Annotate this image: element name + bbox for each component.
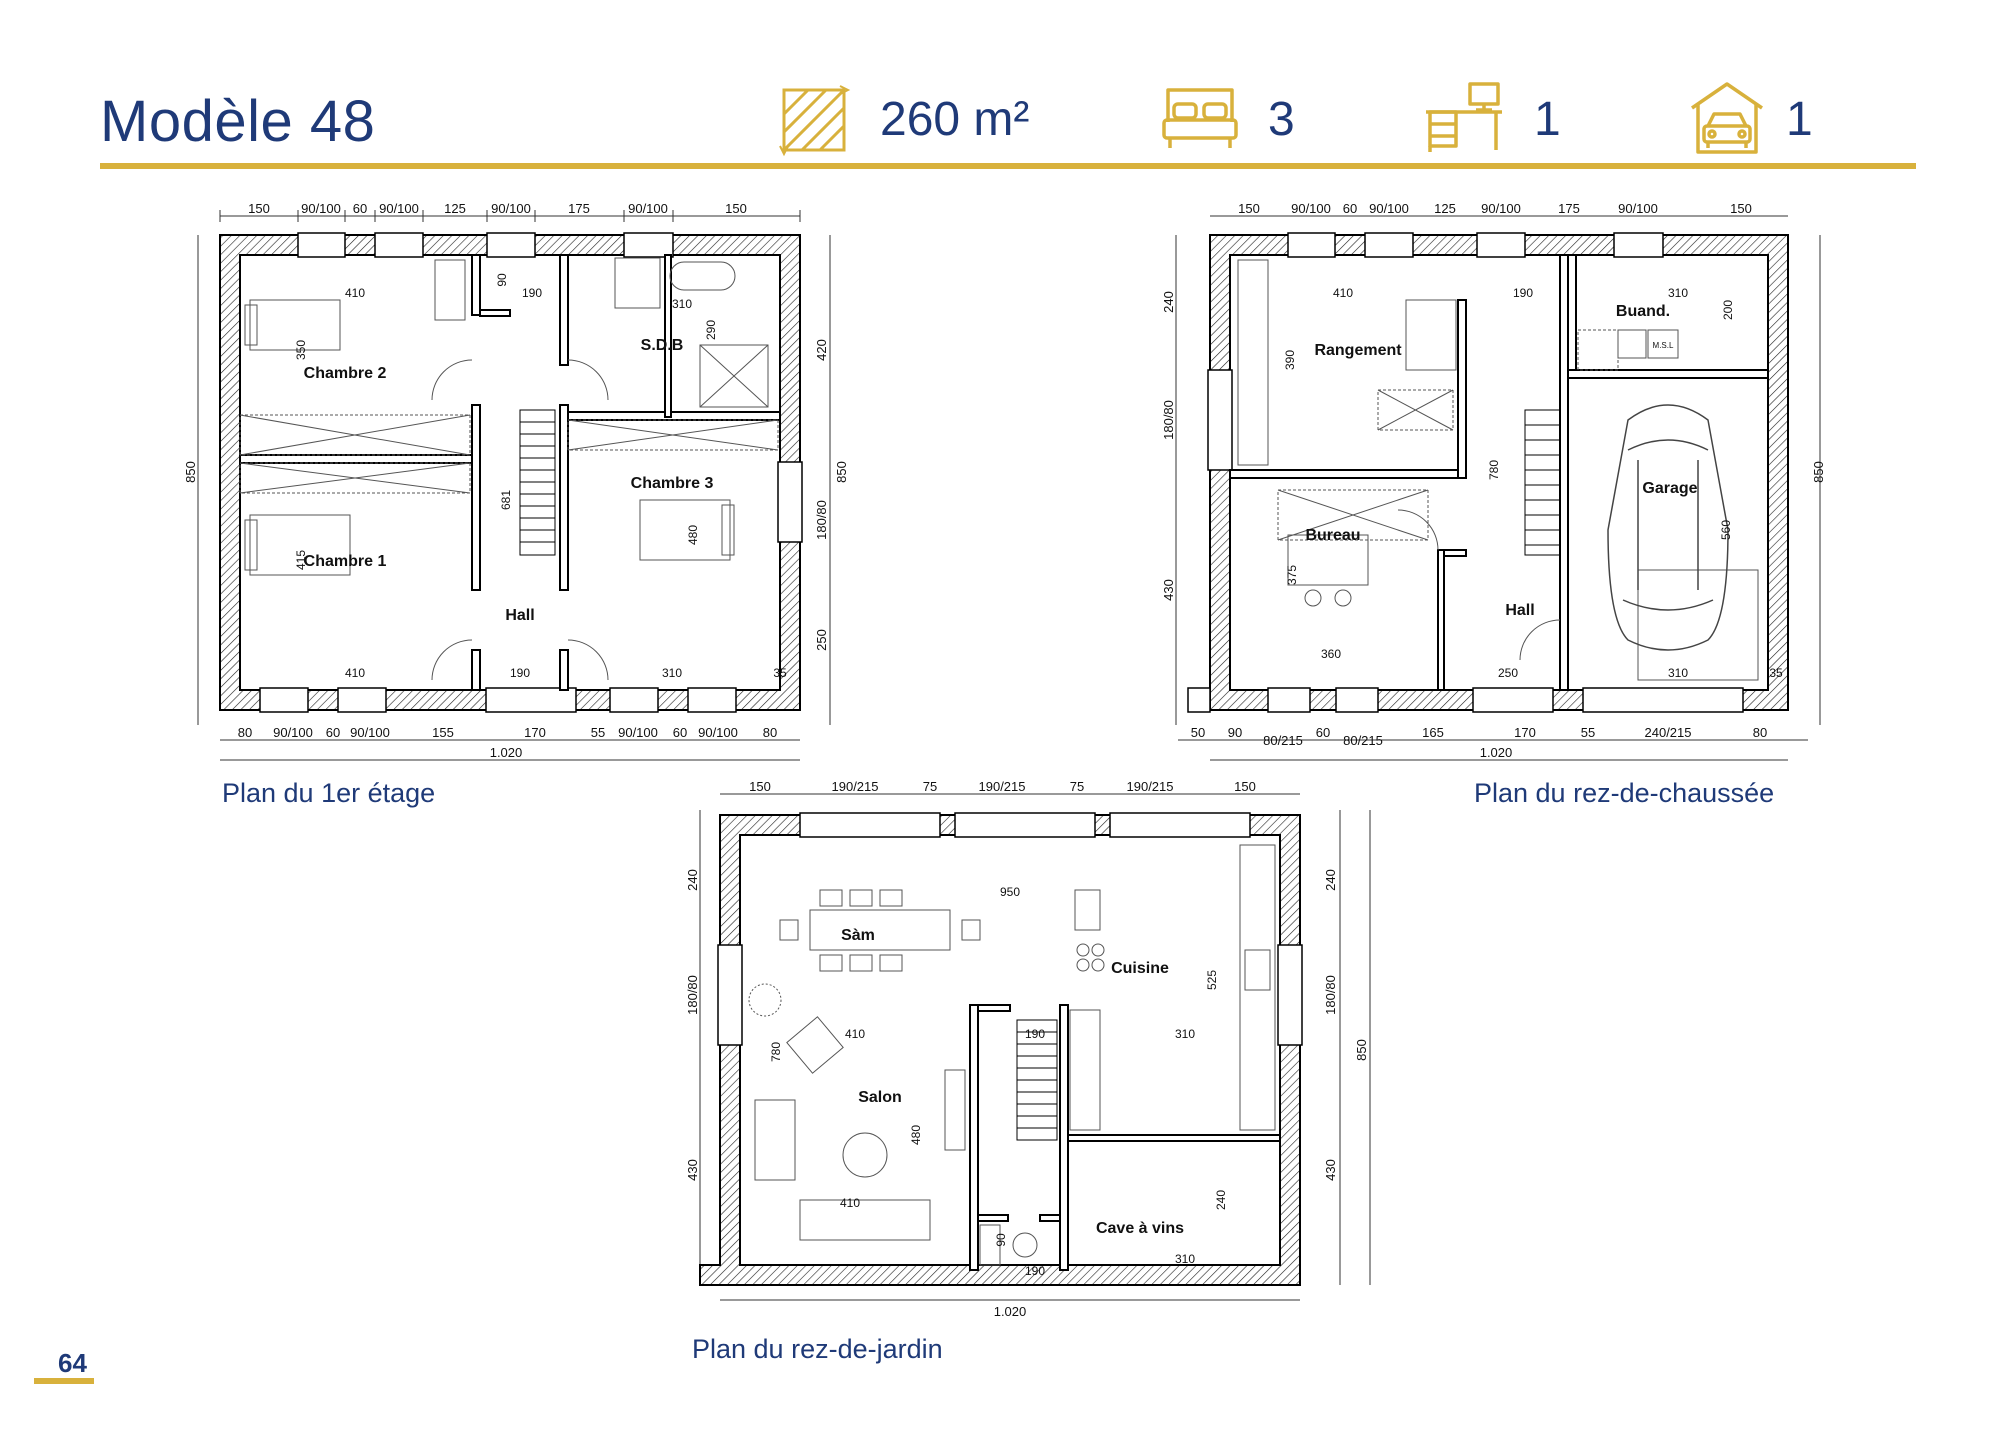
garden-floor-plan	[680, 780, 1400, 1320]
dim-right-420: 420	[814, 339, 829, 361]
room-sam: Sàm	[841, 927, 875, 944]
dim-right-430: 430	[1323, 1159, 1338, 1181]
dim-top-0: 150	[248, 201, 270, 216]
dim-left-430: 430	[685, 1159, 700, 1181]
dim-bot-8: 240/215	[1644, 725, 1692, 740]
dim-left-850: 850	[183, 461, 198, 483]
dim-left-240: 240	[685, 869, 700, 891]
desk-icon	[1424, 80, 1504, 154]
inner-h90: 90	[495, 273, 509, 287]
inner-w410b: 410	[839, 1196, 861, 1210]
dim-top-7: 90/100	[1618, 201, 1658, 216]
page-number-underline	[34, 1378, 94, 1384]
dim-bot-8: 60	[672, 725, 688, 740]
room-buanderie: Buand.	[1615, 303, 1671, 320]
inner-h780: 780	[1487, 459, 1501, 481]
inner-w190b: 190	[1024, 1264, 1046, 1278]
inner-h480: 480	[686, 524, 700, 546]
bedrooms-value: 3	[1268, 93, 1295, 146]
caption-ground-floor: Plan du rez-de-chaussée	[1474, 778, 1775, 808]
dim-bot-4: 155	[432, 725, 454, 740]
inner-w35: 35	[773, 666, 787, 680]
inner-w310a: 310	[1174, 1027, 1196, 1041]
dim-right-850: 850	[1811, 461, 1826, 483]
room-chambre2: Chambre 2	[303, 365, 387, 382]
dim-right-240: 240	[1323, 869, 1338, 891]
caption-first-floor: Plan du 1er étage	[222, 778, 436, 808]
dim-top-2: 60	[1342, 201, 1358, 216]
dim-right-180: 180/80	[814, 500, 829, 540]
dim-bot-9: 80	[1752, 725, 1768, 740]
dim-top-3: 90/100	[379, 201, 419, 216]
room-bureau: Bureau	[1305, 527, 1361, 544]
inner-h480: 480	[909, 1124, 923, 1146]
dim-top-0: 150	[749, 779, 771, 794]
dim-top-5: 90/100	[491, 201, 531, 216]
dim-bot-2: 80/215	[1263, 733, 1303, 748]
dim-right-180: 180/80	[1323, 975, 1338, 1015]
inner-w950: 950	[999, 885, 1021, 899]
dim-top-8: 150	[1730, 201, 1752, 216]
inner-h560: 560	[1719, 519, 1733, 541]
dim-top-2: 75	[922, 779, 938, 794]
dim-right-250: 250	[814, 629, 829, 651]
dim-top-1: 90/100	[301, 201, 341, 216]
dim-top-5: 90/100	[1481, 201, 1521, 216]
dim-bot-3: 90/100	[350, 725, 390, 740]
inner-w190a: 190	[1024, 1027, 1046, 1041]
dim-bot-0: 50	[1190, 725, 1206, 740]
car-icon	[1608, 405, 1728, 650]
dim-top-6: 150	[1234, 779, 1256, 794]
room-chambre3: Chambre 3	[630, 475, 714, 492]
inner-w410a: 410	[344, 286, 366, 300]
dim-top-4: 125	[1434, 201, 1456, 216]
dim-bot-6: 170	[1514, 725, 1536, 740]
bed-icon	[1160, 82, 1240, 152]
dim-top-4: 125	[444, 201, 466, 216]
dim-top-1: 90/100	[1291, 201, 1331, 216]
inner-h350: 350	[294, 339, 308, 361]
inner-w410: 410	[1332, 286, 1354, 300]
dim-bot-0: 80	[237, 725, 253, 740]
dim-bot-1: 90	[1227, 725, 1243, 740]
inner-h525: 525	[1205, 969, 1219, 991]
dim-bot-1: 90/100	[273, 725, 313, 740]
inner-w410b: 410	[344, 666, 366, 680]
room-cuisine: Cuisine	[1111, 960, 1169, 977]
area-icon	[778, 84, 852, 158]
dim-top-3: 190/215	[978, 779, 1026, 794]
room-chambre1: Chambre 1	[303, 553, 387, 570]
inner-h415: 415	[294, 549, 308, 571]
area-value: 260 m²	[880, 93, 1030, 146]
dim-top-5: 190/215	[1126, 779, 1174, 794]
inner-h240: 240	[1214, 1189, 1228, 1211]
inner-h290: 290	[704, 319, 718, 341]
ground-floor-plan	[1161, 200, 1848, 770]
dim-bot-5: 170	[524, 725, 546, 740]
inner-w190b: 190	[509, 666, 531, 680]
inner-h90: 90	[994, 1233, 1008, 1247]
dim-top-1: 190/215	[831, 779, 879, 794]
inner-w360: 360	[1320, 647, 1342, 661]
dim-bot-7: 55	[1580, 725, 1596, 740]
dim-bot-4: 80/215	[1343, 733, 1383, 748]
room-salon: Salon	[858, 1089, 902, 1106]
dim-bot-6: 55	[590, 725, 606, 740]
inner-h375: 375	[1285, 564, 1299, 586]
dim-bot-9: 90/100	[698, 725, 738, 740]
first-floor-plan	[183, 200, 850, 770]
inner-h681: 681	[499, 489, 513, 511]
inner-w250: 250	[1497, 666, 1519, 680]
dim-bot-10: 80	[762, 725, 778, 740]
dim-top-8: 150	[725, 201, 747, 216]
inner-w310a: 310	[671, 297, 693, 311]
dim-top-6: 175	[1558, 201, 1580, 216]
dim-bot-7: 90/100	[618, 725, 658, 740]
inner-w190a: 190	[521, 286, 543, 300]
room-hall: Hall	[1505, 602, 1535, 619]
dim-top-6: 175	[568, 201, 590, 216]
inner-w310b: 310	[1174, 1252, 1196, 1266]
room-msl: M.S.L	[1652, 341, 1674, 350]
offices-value: 1	[1534, 93, 1561, 146]
dim-bot-5: 165	[1422, 725, 1444, 740]
room-garage: Garage	[1642, 480, 1698, 497]
dim-left-180: 180/80	[1161, 400, 1176, 440]
inner-w310b: 310	[661, 666, 683, 680]
room-sdb: S.D.B	[640, 337, 684, 354]
inner-w310: 310	[1667, 286, 1689, 300]
dim-top-4: 75	[1069, 779, 1085, 794]
page-title: Modèle 48	[100, 89, 376, 154]
dim-top-2: 60	[352, 201, 368, 216]
dim-bot-3: 60	[1315, 725, 1331, 740]
inner-w310b: 310	[1667, 666, 1689, 680]
dim-bot-2: 60	[325, 725, 341, 740]
dim-left-240: 240	[1161, 291, 1176, 313]
dim-left-180: 180/80	[685, 975, 700, 1015]
room-rangement: Rangement	[1314, 342, 1402, 359]
garage-car-icon	[1688, 78, 1766, 156]
inner-w190: 190	[1512, 286, 1534, 300]
inner-w410a: 410	[844, 1027, 866, 1041]
room-hall: Hall	[505, 607, 535, 624]
page-number: 64	[58, 1348, 87, 1378]
inner-h200: 200	[1721, 299, 1735, 321]
dim-total: 1.020	[489, 745, 523, 760]
dim-total: 1.020	[993, 1304, 1027, 1319]
garages-value: 1	[1786, 93, 1813, 146]
dim-top-7: 90/100	[628, 201, 668, 216]
caption-garden-floor: Plan du rez-de-jardin	[692, 1334, 943, 1364]
inner-h780: 780	[769, 1041, 783, 1063]
dim-top-3: 90/100	[1369, 201, 1409, 216]
room-cave: Cave à vins	[1095, 1220, 1185, 1237]
dim-total: 1.020	[1479, 745, 1513, 760]
dim-right-850: 850	[1354, 1039, 1369, 1061]
dim-right-850: 850	[834, 461, 849, 483]
dim-left-430: 430	[1161, 579, 1176, 601]
dim-top-0: 150	[1238, 201, 1260, 216]
inner-h390: 390	[1283, 349, 1297, 371]
header-divider	[100, 163, 1916, 169]
inner-w35: 35	[1769, 666, 1783, 680]
